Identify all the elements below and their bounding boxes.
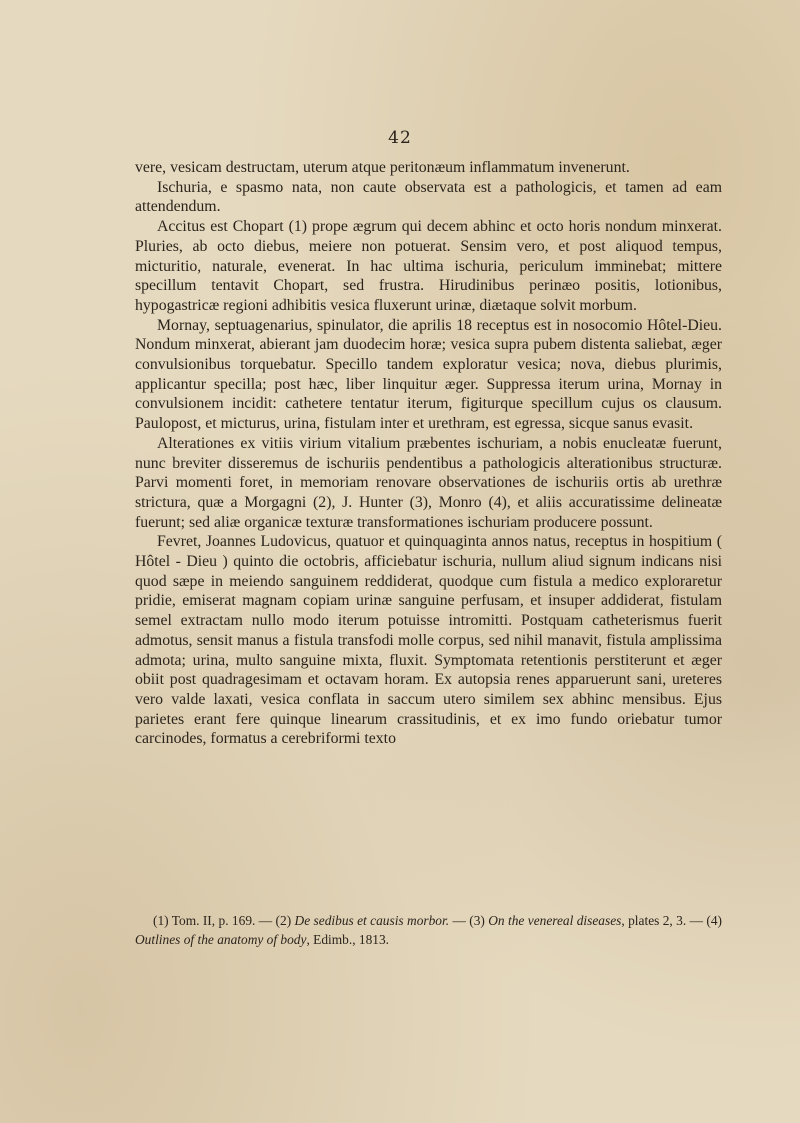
paragraph-2: Ischuria, e spasmo nata, non caute observata est a pathologicis, et tamen ad eam attendendum.: [135, 178, 722, 216]
footnote-part-3: , plates 2, 3. — (4): [621, 913, 722, 928]
footnote-part-1: (1) Tom. II, p. 169. — (2): [153, 913, 295, 928]
footnote-part-2: — (3): [449, 913, 489, 928]
footnote-text: [135, 912, 722, 949]
footnote-part-4: , Edimb., 1813.: [306, 931, 390, 947]
footnote-title-1: De sedibus et causis morbor.: [294, 913, 450, 928]
page-number: 42: [388, 128, 412, 148]
body-text: [135, 158, 722, 749]
paragraph-6: Fevret, Joannes Ludovicus, quatuor et quinquaginta annos natus, receptus in hospitium ( Hôtel - Dieu ) quinto die octobris, afficiebatur ischuria, nullum aliud signum indicans nisi quod sæpe in meiendo sanguinem reddiderat, quodque cum fistula a medico exploraretur pridie, emiserat magnam copiam urinæ sanguine perfusam, et insuper addiderat, fistulam semel extractam nullo modo iterum potuisse intromitti. Postquam catheterismus fuerit admotus, sensit manus a fistula transfodi molle corpus, sed nihil manavit, fistula amplissima admota; urina, multo sanguine mixta, fluxit. Symptomata retentionis perstiterunt et æger obiit post quadragesimam et octavam horam. Ex autopsia renes apparuerunt sani, ureteres vero valde laxati, vesica conflata in saccum utero similem sex abhinc mensibus. Ejus parietes erant fere quinque linearum crassitudinis, et ex imo fundo oriebatur tumor carcinodes, formatus a cerebriformi texto: [135, 533, 722, 748]
paragraph-3: Accitus est Chopart (1) prope ægrum qui decem abhinc et octo horis nondum minxerat. Pluries, ab octo diebus, meiere non potuerat. Sensim vero, et post aliquod tempus, micturitio, naturale, evenerat. In hac ultima ischuria, periculum imminebat; mittere specillum tentavit Chopart, sed frustra. Hirudinibus perinæo positis, lotionibus, hypogastricæ regioni adhibitis vesica fluxerunt urinæ, diætaque solvit morbum.: [135, 218, 722, 314]
paragraph-4: Mornay, septuagenarius, spinulator, die aprilis 18 receptus est in nosocomio Hôtel-Dieu. Nondum minxerat, abierant jam duodecim horæ; vesica supra pubem distenta saliebat, æger convulsionibus torquebatur. Specillo tandem exploratur vesica; nova, diebus plurimis, applicantur specilla; post hæc, liber linquitur æger. Suppressa iterum urina, Mornay in convulsionem incidit: cathetere tentatur iterum, figiturque specillum cujus os clausum. Paulopost, et micturus, urina, fistulam inter et urethram, est egressa, sicque sanus evasit.: [135, 316, 722, 433]
paragraph-1: vere, vesicam destructam, uterum atque peritonæum inflammatum invenerunt.: [135, 159, 630, 176]
footnotes: [135, 912, 722, 949]
paragraph-5: Alterationes ex vitiis virium vitalium præbentes ischuriam, a nobis enucleatæ fuerunt, nunc breviter disseremus de ischuriis pendentibus a pathologicis alterationibus structuræ. Parvi momenti foret, in memoriam renovare observationes de ischuriis ortis ab urethræ strictura, quæ a Morgagni (2), J. Hunter (3), Monro (4), et aliis accuratissime delineatæ fuerunt; sed aliæ organicæ texturæ transformationes ischuriam producere possunt.: [135, 434, 722, 531]
footnote-title-3: Outlines of the anatomy of body: [135, 931, 307, 947]
footnote-title-2: On the venereal diseases: [488, 913, 622, 928]
